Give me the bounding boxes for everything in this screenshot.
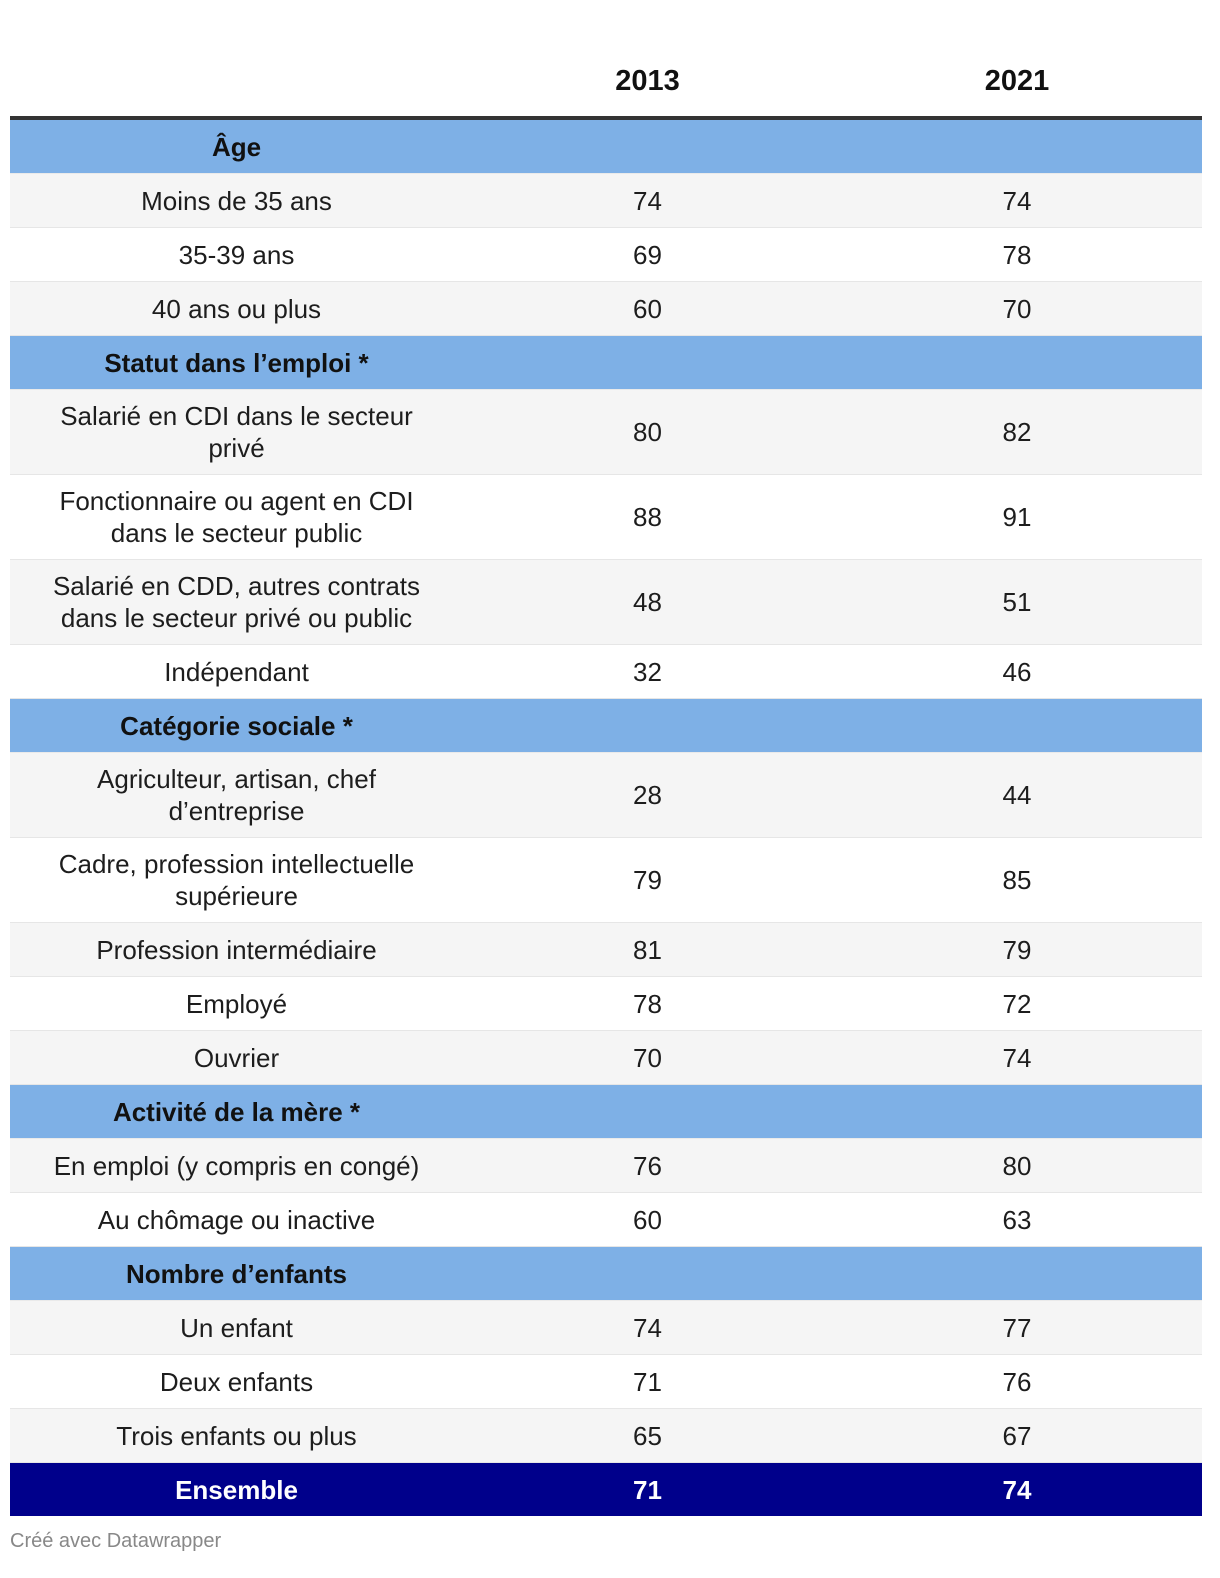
section-empty-cell xyxy=(832,1247,1202,1301)
table-row xyxy=(10,475,1202,560)
section-title: Activité de la mère * xyxy=(10,1085,463,1139)
section-empty-cell xyxy=(832,1085,1202,1139)
section-empty-cell xyxy=(463,1247,832,1301)
row-label: Salarié en CDI dans le secteur privé xyxy=(10,390,463,475)
table-row xyxy=(10,1139,1202,1193)
section-title: Statut dans l’emploi * xyxy=(10,336,463,390)
value-2021: 79 xyxy=(832,923,1202,977)
row-label: Ouvrier xyxy=(10,1031,463,1085)
table-row xyxy=(10,174,1202,228)
section-empty-cell xyxy=(832,118,1202,174)
total-value-2013: 71 xyxy=(463,1463,832,1517)
row-label: Moins de 35 ans xyxy=(10,174,463,228)
value-2021: 85 xyxy=(832,838,1202,923)
section-header-row xyxy=(10,118,1202,174)
section-header-row xyxy=(10,699,1202,753)
section-header-row xyxy=(10,1247,1202,1301)
row-label: Agriculteur, artisan, chef d’entreprise xyxy=(10,753,463,838)
header-label-column xyxy=(10,0,463,118)
row-label: Salarié en CDD, autres contrats dans le secteur privé ou public xyxy=(10,560,463,645)
table-row xyxy=(10,1193,1202,1247)
value-2021: 51 xyxy=(832,560,1202,645)
row-label: Employé xyxy=(10,977,463,1031)
row-label: Fonctionnaire ou agent en CDI dans le secteur public xyxy=(10,475,463,560)
value-2021: 78 xyxy=(832,228,1202,282)
value-2013: 74 xyxy=(463,174,832,228)
value-2013: 71 xyxy=(463,1355,832,1409)
section-title: Âge xyxy=(10,118,463,174)
section-empty-cell xyxy=(832,336,1202,390)
row-label: Au chômage ou inactive xyxy=(10,1193,463,1247)
table-row xyxy=(10,753,1202,838)
table-row xyxy=(10,228,1202,282)
row-label: Un enfant xyxy=(10,1301,463,1355)
table-row xyxy=(10,282,1202,336)
row-label: Trois enfants ou plus xyxy=(10,1409,463,1463)
table-row xyxy=(10,1301,1202,1355)
datawrapper-credit[interactable]: Créé avec Datawrapper xyxy=(10,1530,222,1552)
value-2021: 82 xyxy=(832,390,1202,475)
table-body xyxy=(10,118,1202,1516)
header-year-2021: 2021 xyxy=(832,0,1202,118)
value-2021: 72 xyxy=(832,977,1202,1031)
row-label: Indépendant xyxy=(10,645,463,699)
value-2021: 67 xyxy=(832,1409,1202,1463)
value-2013: 79 xyxy=(463,838,832,923)
value-2013: 74 xyxy=(463,1301,832,1355)
row-label: Deux enfants xyxy=(10,1355,463,1409)
value-2013: 60 xyxy=(463,1193,832,1247)
total-label: Ensemble xyxy=(10,1463,463,1517)
value-2013: 70 xyxy=(463,1031,832,1085)
row-label: 40 ans ou plus xyxy=(10,282,463,336)
value-2013: 69 xyxy=(463,228,832,282)
value-2021: 91 xyxy=(832,475,1202,560)
value-2021: 46 xyxy=(832,645,1202,699)
data-table xyxy=(10,0,1202,1516)
table-row xyxy=(10,977,1202,1031)
table-row xyxy=(10,560,1202,645)
value-2013: 65 xyxy=(463,1409,832,1463)
section-empty-cell xyxy=(832,699,1202,753)
section-empty-cell xyxy=(463,118,832,174)
value-2013: 76 xyxy=(463,1139,832,1193)
table-row xyxy=(10,1031,1202,1085)
table-row xyxy=(10,390,1202,475)
value-2021: 74 xyxy=(832,1031,1202,1085)
value-2021: 77 xyxy=(832,1301,1202,1355)
value-2021: 44 xyxy=(832,753,1202,838)
section-empty-cell xyxy=(463,1085,832,1139)
value-2021: 74 xyxy=(832,174,1202,228)
table-row xyxy=(10,838,1202,923)
section-title: Nombre d’enfants xyxy=(10,1247,463,1301)
value-2021: 76 xyxy=(832,1355,1202,1409)
table-row xyxy=(10,923,1202,977)
row-label: En emploi (y compris en congé) xyxy=(10,1139,463,1193)
value-2021: 63 xyxy=(832,1193,1202,1247)
value-2013: 81 xyxy=(463,923,832,977)
row-label: 35-39 ans xyxy=(10,228,463,282)
value-2013: 32 xyxy=(463,645,832,699)
value-2013: 80 xyxy=(463,390,832,475)
row-label: Profession intermédiaire xyxy=(10,923,463,977)
total-row xyxy=(10,1463,1202,1517)
table-row xyxy=(10,1355,1202,1409)
section-header-row xyxy=(10,1085,1202,1139)
table-row xyxy=(10,645,1202,699)
value-2013: 60 xyxy=(463,282,832,336)
value-2021: 70 xyxy=(832,282,1202,336)
value-2013: 48 xyxy=(463,560,832,645)
table-row xyxy=(10,1409,1202,1463)
header-year-2013: 2013 xyxy=(463,0,832,118)
section-empty-cell xyxy=(463,699,832,753)
value-2021: 80 xyxy=(832,1139,1202,1193)
section-title: Catégorie sociale * xyxy=(10,699,463,753)
row-label: Cadre, profession intellectuelle supérieure xyxy=(10,838,463,923)
data-table-container xyxy=(10,0,1202,1516)
total-value-2021: 74 xyxy=(832,1463,1202,1517)
section-header-row xyxy=(10,336,1202,390)
section-empty-cell xyxy=(463,336,832,390)
value-2013: 88 xyxy=(463,475,832,560)
value-2013: 28 xyxy=(463,753,832,838)
value-2013: 78 xyxy=(463,977,832,1031)
table-header xyxy=(10,0,1202,118)
